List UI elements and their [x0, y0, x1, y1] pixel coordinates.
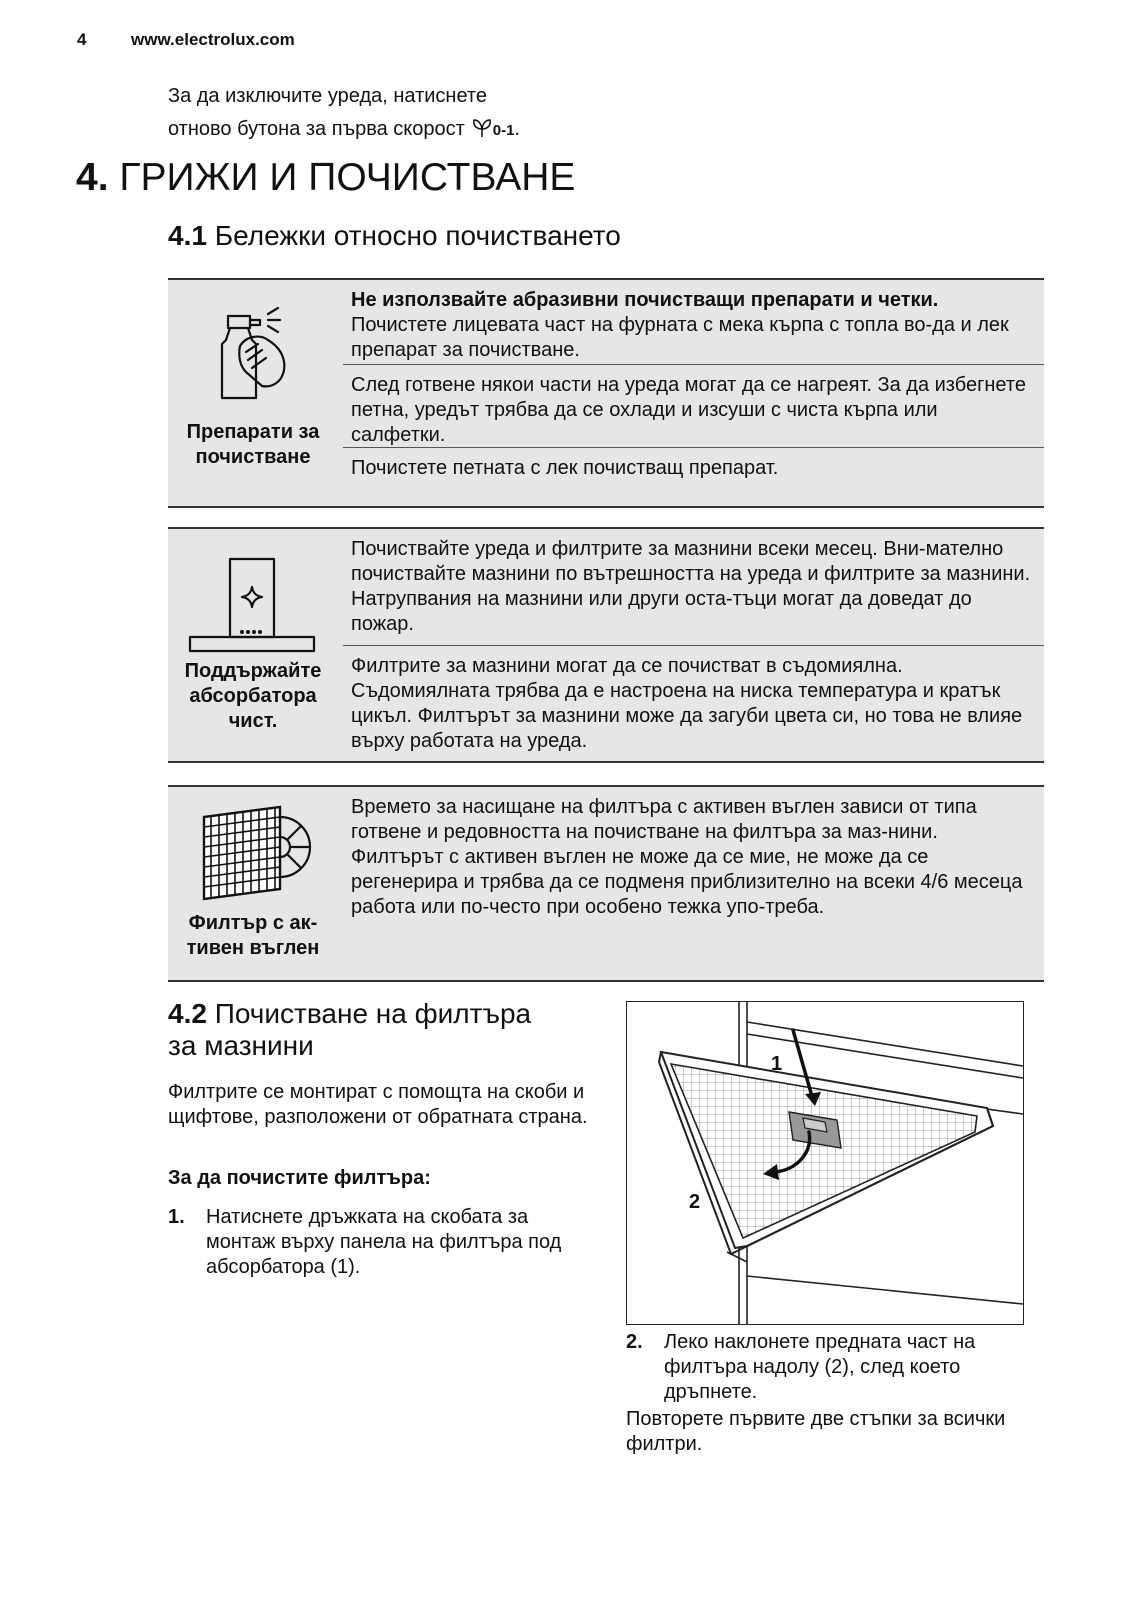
row-text: След готвене някои части на уреда могат да се нагреят. За да избегнете петна, уредът трябва да се охлади и изсуши с чиста кърпа или салфетки.	[351, 374, 1026, 446]
table-icon-column	[168, 787, 338, 980]
intro-line-1: За да изключите уреда, натиснете	[168, 85, 487, 107]
website-url: www.electrolux.com	[131, 30, 295, 49]
page-number: 4	[77, 30, 87, 49]
carbon-filter-table	[168, 785, 1044, 982]
caption-line: абсорбатора	[189, 685, 317, 707]
step-2	[626, 1330, 1036, 1405]
row-text: Времето за насищане на филтъра с активен въглен зависи от типа готвене и редовността на почистване на филтъра за маз-нини. Филтърът с активен въглен не може да се мие, не може да се регенерира и трябва да се подменя приблизително на всеки 4/6 месеца работа или по-често при особено тежка упо-треба.	[351, 796, 1023, 918]
subsection-heading-1	[168, 220, 621, 252]
step-number: 1.	[168, 1206, 185, 1228]
caption-line: Поддържайте	[184, 660, 322, 682]
intro-line-2	[168, 113, 728, 150]
repeat-steps-text: Повторете първите две стъпки за всички филтри.	[626, 1408, 1006, 1455]
row-text: Филтрите за мазнини могат да се почистват в съдомиялна. Съдомиялната трябва да е настроена на ниска температура и кратък цикъл. Филтърът за мазнини може да загуби цвета си, но това не влияе върху работата на уреда.	[351, 655, 1023, 752]
cleaning-subheading: За да почистите филтъра:	[168, 1167, 431, 1189]
row-lead-text: Не използвайте абразивни почистващи препарати и четки.	[351, 289, 939, 311]
fan-speed-icon	[471, 117, 493, 150]
clean-hood-table	[168, 527, 1044, 763]
subsection-title-2-line-2: за мазнини	[168, 1030, 314, 1061]
step-1	[168, 1205, 588, 1280]
caption-line: тивен въглен	[186, 937, 320, 959]
caption-line: почистване	[195, 446, 311, 468]
subsection-heading-2	[168, 998, 588, 1062]
step-number: 2.	[626, 1331, 643, 1353]
table-icon-column	[168, 280, 338, 506]
intro-line-2-text: отново бутона за първа скорост	[168, 118, 465, 140]
section-title: ГРИЖИ И ПОЧИСТВАНЕ	[119, 156, 576, 199]
subsection-title-2: Почистване на филтъра	[214, 998, 532, 1029]
figure-label-2: 2	[689, 1191, 701, 1213]
table-row	[343, 787, 1044, 928]
section-number: 4.	[76, 156, 109, 199]
cleaning-agents-table	[168, 278, 1044, 508]
table-row	[343, 280, 1044, 364]
row-text: Почиствайте уреда и филтрите за мазнини всеки месец. Вни-мателно почиствайте мазнини по вътрешността на уреда и филтрите за мазнини. Натрупвания на мазнини или други оста-тъци могат да доведат до пожар.	[351, 538, 1031, 635]
caption-line: Филтър с ак-	[188, 912, 318, 934]
table-row	[343, 364, 1044, 447]
subsection-title-2-line-1	[168, 998, 588, 1030]
grease-filter-removal-illustration	[627, 1002, 1023, 1324]
row-text: Почистете петната с лек почистващ препарат.	[351, 457, 779, 479]
spray-cleaning-icon	[216, 306, 296, 407]
caption-line: чист.	[228, 710, 278, 732]
intro-period: .	[514, 118, 521, 140]
table-row	[343, 645, 1044, 762]
row-text: Почистете лицевата част на фурната с мека кърпа с топла во-да и лек препарат за почистване.	[351, 314, 1009, 361]
subsection-number-1: 4.1	[168, 220, 207, 251]
intro-text	[168, 80, 728, 150]
subsection-title-1: Бележки относно почистването	[214, 220, 621, 251]
fan-speed-label: 0-1	[492, 122, 515, 139]
carbon-filter-icon	[200, 803, 312, 908]
section-heading	[76, 156, 575, 200]
clean-hood-icon	[186, 555, 318, 662]
filter-mounting-text: Филтрите се монтират с помощта на скоби и щифтове, разположени от обратната страна.	[168, 1081, 588, 1128]
caption-line: Препарати за	[186, 421, 320, 443]
table-icon-column	[168, 529, 338, 761]
table-row	[343, 447, 1044, 486]
filter-removal-figure	[626, 1001, 1024, 1325]
figure-label-1: 1	[771, 1053, 783, 1075]
step-text: Натиснете дръжката на скобата за монтаж върху панела на филтъра под абсорбатора (1).	[206, 1206, 562, 1278]
table-row	[343, 529, 1044, 645]
step-text: Леко наклонете предната част на филтъра надолу (2), след което дръпнете.	[664, 1331, 976, 1403]
subsection-number-2: 4.2	[168, 998, 207, 1029]
